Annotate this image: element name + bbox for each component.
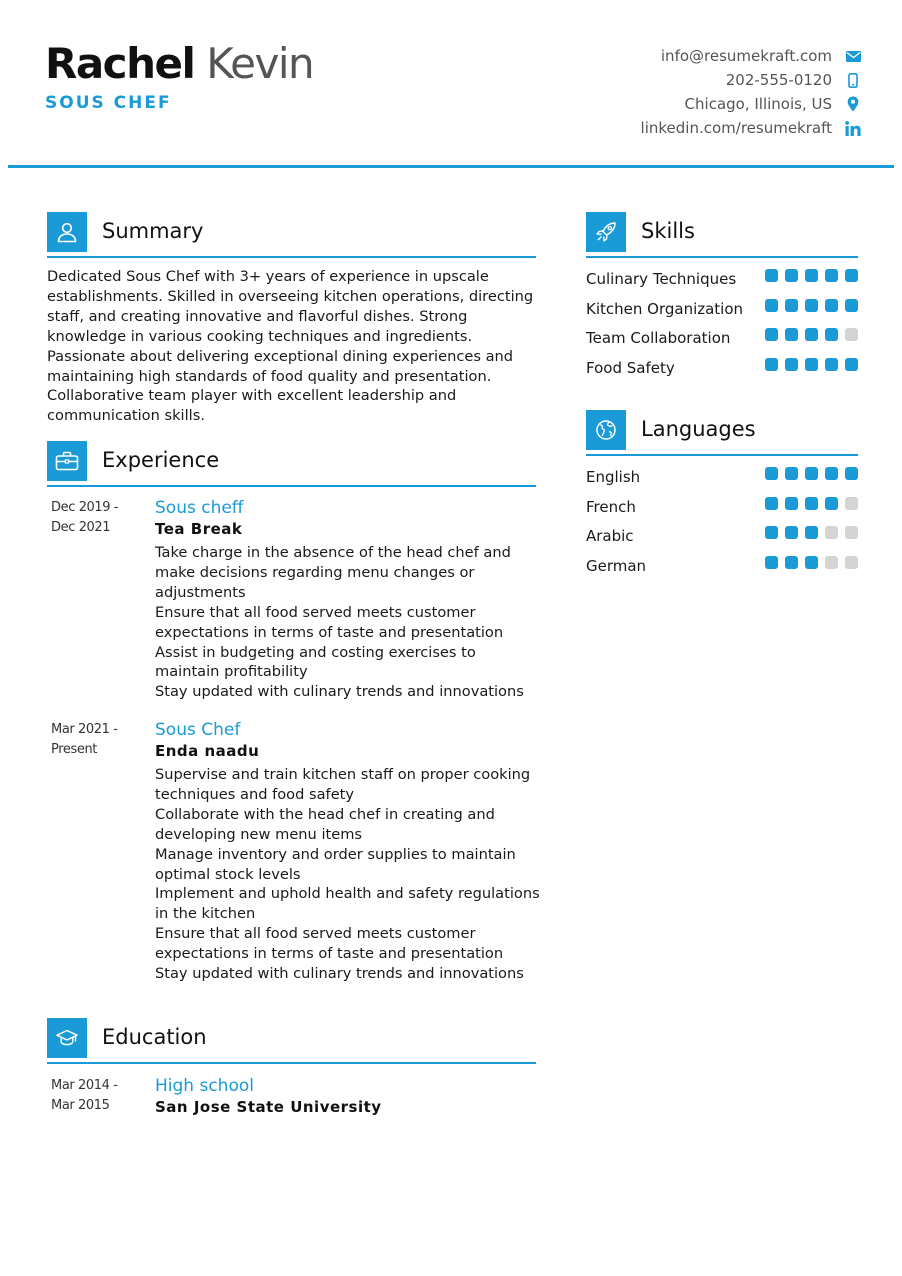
rating-dot-filled xyxy=(805,556,818,569)
contact-phone[interactable] xyxy=(442,68,862,92)
header-divider xyxy=(8,165,894,168)
job-title: Sous cheff xyxy=(155,498,244,518)
skill-name: Kitchen Organization xyxy=(586,299,744,318)
experience-entry xyxy=(47,498,539,708)
contact-location xyxy=(442,92,862,116)
language-name: German xyxy=(586,556,647,575)
education-badge xyxy=(47,1018,87,1058)
language-name: English xyxy=(586,468,641,486)
language-row xyxy=(586,555,858,585)
rating-dot-filled xyxy=(765,556,778,569)
rating-dot-filled xyxy=(765,269,778,282)
rocket-icon xyxy=(595,221,617,243)
language-name: Arabic xyxy=(586,527,634,545)
rating-dot-filled xyxy=(785,299,798,312)
rating-dot-filled xyxy=(765,497,778,510)
language-rating xyxy=(758,467,858,480)
skill-row xyxy=(586,357,858,387)
skill-rating xyxy=(758,358,858,371)
skill-row xyxy=(586,268,858,298)
experience-section-header xyxy=(47,441,536,487)
rating-dot-empty xyxy=(845,556,858,569)
languages-badge xyxy=(586,410,626,450)
rating-dot-filled xyxy=(805,497,818,510)
rating-dot-filled xyxy=(805,467,818,480)
contact-list xyxy=(442,44,862,140)
rating-dot-filled xyxy=(825,497,838,510)
job-bullet: Supervise and train kitchen staff on proper cooking techniques and food safety xyxy=(155,766,531,803)
education-section-header xyxy=(47,1018,536,1064)
job-title: Sous Chef xyxy=(155,720,241,740)
rating-dot-filled xyxy=(825,467,838,480)
job-bullet: Take charge in the absence of the head chef and make decisions regarding menu changes or adjustments xyxy=(155,544,511,601)
rating-dot-filled xyxy=(825,358,838,371)
linkedin-icon xyxy=(844,119,862,137)
skills-badge xyxy=(586,212,626,252)
education-entry xyxy=(47,1076,539,1121)
rating-dot-filled xyxy=(785,526,798,539)
skill-rating xyxy=(758,269,858,282)
job-bullet: Ensure that all food served meets customer expectations in terms of taste and presentation xyxy=(155,925,504,963)
contact-location-text: Chicago, Illinois, US xyxy=(684,95,832,113)
language-row xyxy=(586,496,858,526)
rating-dot-filled xyxy=(805,358,818,371)
rating-dot-filled xyxy=(825,328,838,341)
language-rating xyxy=(758,556,858,569)
job-date-end: Dec 2021 xyxy=(51,520,111,535)
location-pin-icon xyxy=(844,95,862,113)
rating-dot-filled xyxy=(765,299,778,312)
job-bullet: Stay updated with culinary trends and innovations xyxy=(155,683,524,701)
job-dates xyxy=(51,498,151,538)
rating-dot-filled xyxy=(785,328,798,341)
candidate-name xyxy=(45,38,313,90)
language-rating xyxy=(758,526,858,539)
skill-rating xyxy=(758,328,858,341)
rating-dot-filled xyxy=(765,467,778,480)
skill-name: Team Collaboration xyxy=(586,329,731,347)
job-company: Tea Break xyxy=(155,520,243,538)
rating-dot-empty xyxy=(825,526,838,539)
language-row xyxy=(586,466,858,496)
education-title: Education xyxy=(102,1025,207,1049)
summary-badge xyxy=(47,212,87,252)
graduation-cap-icon xyxy=(56,1029,78,1047)
rating-dot-filled xyxy=(845,358,858,371)
skills-title: Skills xyxy=(641,219,695,243)
rating-dot-filled xyxy=(765,328,778,341)
job-title: SOUS CHEF xyxy=(45,93,172,113)
rating-dot-empty xyxy=(845,526,858,539)
skill-row xyxy=(586,327,858,357)
skill-rating xyxy=(758,299,858,312)
rating-dot-filled xyxy=(785,556,798,569)
summary-title: Summary xyxy=(102,219,204,243)
job-bullet: Implement and uphold health and safety regulations in the kitchen xyxy=(155,885,540,923)
summary-section-header xyxy=(47,212,536,258)
rating-dot-filled xyxy=(785,467,798,480)
contact-phone-text[interactable]: 202-555-0120 xyxy=(725,71,832,89)
experience-entry xyxy=(47,720,539,990)
rating-dot-filled xyxy=(805,526,818,539)
resume-header xyxy=(0,0,902,170)
job-bullet: Stay updated with culinary trends and innovations xyxy=(155,965,524,983)
job-date-start: Mar 2021 - xyxy=(51,722,118,737)
languages-title: Languages xyxy=(641,417,756,441)
skill-name: Food Safety xyxy=(586,358,675,377)
first-name: Rachel xyxy=(45,39,195,88)
experience-badge xyxy=(47,441,87,481)
rating-dot-filled xyxy=(785,269,798,282)
experience-title: Experience xyxy=(102,448,220,472)
rating-dot-filled xyxy=(845,269,858,282)
rating-dot-filled xyxy=(785,497,798,510)
rating-dot-filled xyxy=(805,299,818,312)
job-bullet: Assist in budgeting and costing exercises to maintain profitability xyxy=(155,643,476,681)
contact-linkedin-text[interactable]: linkedin.com/resumekraft xyxy=(640,119,832,137)
education-dates xyxy=(51,1076,151,1116)
job-company: Enda naadu xyxy=(155,742,260,760)
education-date-end: Mar 2015 xyxy=(51,1098,110,1113)
education-school: San Jose State University xyxy=(155,1098,382,1116)
job-bullet: Collaborate with the head chef in creating and developing new menu items xyxy=(155,805,495,843)
rating-dot-empty xyxy=(845,497,858,510)
rating-dot-filled xyxy=(805,328,818,341)
rating-dot-filled xyxy=(765,526,778,539)
contact-email[interactable] xyxy=(442,44,862,68)
rating-dot-empty xyxy=(825,556,838,569)
job-bullet: Ensure that all food served meets customer expectations in terms of taste and presentation xyxy=(155,603,504,641)
rating-dot-empty xyxy=(845,328,858,341)
job-date-end: Present xyxy=(51,742,97,757)
briefcase-icon xyxy=(55,451,79,471)
contact-linkedin[interactable] xyxy=(442,116,862,140)
language-row xyxy=(586,525,858,555)
skill-name: Culinary Techniques xyxy=(586,270,737,288)
language-rating xyxy=(758,497,858,510)
contact-email-text[interactable]: info@resumekraft.com xyxy=(660,47,832,65)
rating-dot-filled xyxy=(785,358,798,371)
languages-list xyxy=(586,466,858,584)
rating-dot-filled xyxy=(845,467,858,480)
summary-text: Dedicated Sous Chef with 3+ years of experience in upscale establishments. Skilled in overseeing kitchen operations, directing staff, and creating innovative and flavorful dishes. Strong knowledge in various cooking techniques and ingredients. Passionate about delivering exceptional dining experiences and maintaining high standards of food quality and presentation. Collaborative team player with excellent leadership and communication skills. xyxy=(47,268,534,425)
languages-section-header xyxy=(586,410,858,456)
education-degree: High school xyxy=(155,1076,254,1096)
job-bullets xyxy=(155,765,540,984)
phone-icon xyxy=(844,71,862,89)
rating-dot-filled xyxy=(805,269,818,282)
rating-dot-filled xyxy=(845,299,858,312)
skills-section-header xyxy=(586,212,858,258)
skill-row xyxy=(586,298,858,328)
globe-icon xyxy=(595,419,617,441)
rating-dot-filled xyxy=(825,299,838,312)
job-bullets xyxy=(155,543,540,702)
job-date-start: Dec 2019 - xyxy=(51,500,119,515)
user-icon xyxy=(56,221,78,243)
envelope-icon xyxy=(844,47,862,65)
rating-dot-filled xyxy=(765,358,778,371)
job-bullet: Manage inventory and order supplies to maintain optimal stock levels xyxy=(155,845,516,883)
skills-list xyxy=(586,268,858,386)
last-name: Kevin xyxy=(206,39,314,88)
language-name: French xyxy=(586,497,636,516)
education-date-start: Mar 2014 - xyxy=(51,1078,118,1093)
rating-dot-filled xyxy=(825,269,838,282)
job-dates xyxy=(51,720,151,760)
